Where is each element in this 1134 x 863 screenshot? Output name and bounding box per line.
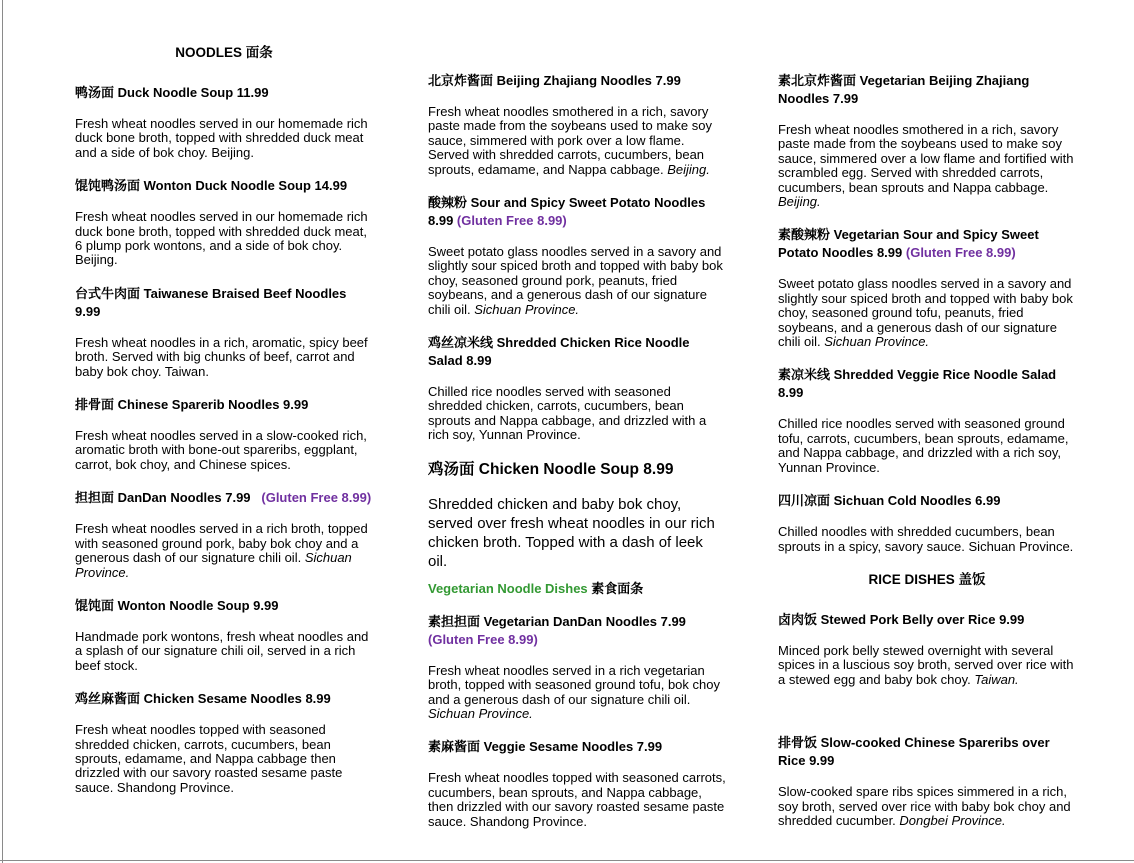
description-text: Fresh wheat noodles served in a rich vegetarian broth, topped with seasoned ground tofu, bok choy and a generous dash of our signature chili oil.: [428, 662, 724, 707]
menu-item-title: 素凉米线 Shredded Veggie Rice Noodle Salad 8.99: [778, 367, 1060, 401]
description-text: Chilled noodles with shredded cucumbers, bean sprouts in a spicy, savory sauce. Sichuan Province.: [778, 524, 1074, 554]
menu-item-title: 素酸辣粉 Vegetarian Sour and Spicy Sweet Potato Noodles 8.99: [778, 227, 1043, 261]
page-edge-bottom: [0, 860, 1134, 861]
subsection-heading: [428, 580, 726, 598]
province-label: Sichuan Province.: [474, 301, 580, 317]
section-heading: RICE DISHES 盖饭: [868, 571, 986, 587]
gluten-free-price-label: (Gluten Free 8.99): [456, 213, 567, 229]
province-label: Sichuan Province.: [824, 334, 930, 350]
menu-item-description: [778, 644, 1076, 687]
menu-item-title: 四川凉面 Sichuan Cold Noodles 6.99: [778, 493, 1001, 509]
menu-item-description: [75, 522, 373, 580]
description-text: Chilled rice noodles served with seasoned ground tofu, carrots, cucumbers, bean sprouts, edamame, and Nappa cabbage, and drizzled with a rich soy, Yunnan Province.: [778, 416, 1073, 475]
description-text: Fresh wheat noodles in a rich, aromatic, spicy beef broth. Served with big chunks of beef, carrot and baby bok choy. Taiwan.: [75, 334, 372, 379]
description-text: Fresh wheat noodles smothered in a rich, savory paste made from the soybeans used to make soy sauce, simmered over a low flame and fortified with scrambled egg. Served with shredded carrots, cucumbers, bean sprouts and Nappa cabbage.: [778, 122, 1078, 195]
description-text: Fresh wheat noodles topped with seasoned carrots, cucumbers, bean sprouts, and Nappa cabbage, then drizzled with our savory roasted sesame paste sauce. Shandong Province.: [428, 770, 730, 829]
menu-item-title: 担担面 DanDan Noodles 7.99: [75, 490, 262, 506]
description-text: Chilled rice noodles served with seasoned shredded chicken, carrots, cucumbers, bean sprouts and Nappa cabbage, and drizzled with a rich soy, Yunnan Province.: [428, 384, 710, 443]
menu-item-description: [428, 245, 726, 317]
menu-item-heading: [75, 396, 373, 414]
menu-item-title: 鸡丝麻酱面 Chicken Sesame Noodles 8.99: [75, 691, 331, 707]
province-label: Taiwan.: [974, 671, 1019, 687]
menu-item-title: 排骨饭 Slow-cooked Chinese Spareribs over Rice 9.99: [778, 735, 1054, 769]
menu-item-heading: [75, 489, 373, 507]
menu-item-title: 卤肉饭 Stewed Pork Belly over Rice 9.99: [778, 611, 1025, 627]
menu-item-title: 台式牛肉面 Taiwanese Braised Beef Noodles 9.99: [75, 285, 351, 319]
description-text: Slow-cooked spare ribs spices simmered in a rich, soy broth, served over rice with baby bok choy and shredded cucumber.: [778, 784, 1075, 828]
description-text: Fresh wheat noodles served in a rich broth, topped with seasoned ground pork, baby bok choy and a generous dash of our signature chili oil.: [75, 521, 372, 566]
menu-item-heading: [428, 613, 726, 649]
menu-item-description: [75, 210, 373, 268]
description-text: Sweet potato glass noodles served in a savory and slightly sour spiced broth and topped with baby bok choy, seasoned ground pork, peanuts, fried soybeans, and a generous dash of our signature chili oil.: [428, 244, 727, 317]
menu-item-description: [428, 664, 726, 722]
menu-item-heading: [428, 194, 726, 230]
menu-item-title: 鸡汤面 Chicken Noodle Soup 8.99: [428, 460, 674, 478]
menu-column-center: [428, 72, 730, 846]
menu-item-description: [778, 785, 1076, 828]
description-text: Fresh wheat noodles smothered in a rich, savory paste made from the soybeans used to make soy sauce, simmered with pork over a low flame. Served with shredded carrots, cucumbers, bean sprouts, edamame, and Nappa cabbage.: [428, 104, 716, 177]
menu-item-title: 素麻酱面 Veggie Sesame Noodles 7.99: [428, 739, 663, 755]
menu-item-heading: [428, 72, 726, 90]
menu-item-title: 素担担面 Vegetarian DanDan Noodles 7.99: [428, 613, 690, 629]
menu-item-heading: [778, 611, 1076, 629]
menu-item-description: [778, 123, 1076, 209]
province-label: Beijing.: [667, 161, 710, 177]
menu-item-title: 馄饨鸭汤面 Wonton Duck Noodle Soup 14.99: [75, 178, 348, 194]
description-text: Sweet potato glass noodles served in a savory and slightly sour spiced broth and topped with baby bok choy, seasoned ground tofu, peanuts, fried soybeans, and a generous dash of our signature chili oil.: [778, 276, 1077, 350]
description-text: Fresh wheat noodles topped with seasoned shredded chicken, carrots, cucumbers, bean sprouts, edamame, and Nappa cabbage then drizzled with our savory roasted sesame paste sauce. Shandong Province.: [75, 722, 346, 795]
menu-item-heading: [778, 734, 1076, 770]
menu-item-description: [778, 417, 1076, 475]
menu-item-heading: [778, 226, 1076, 262]
menu-item-description: [778, 525, 1076, 554]
menu-item-heading: [778, 366, 1076, 402]
subsection-heading-english: Vegetarian Noodle Dishes: [428, 580, 588, 596]
menu-item-heading: [75, 597, 373, 615]
province-label: Sichuan Province.: [428, 705, 533, 721]
section-heading: NOODLES 面条: [175, 45, 273, 60]
menu-item-title: 鸭汤面 Duck Noodle Soup 11.99: [75, 85, 269, 100]
menu-item-description: [75, 336, 373, 379]
gluten-free-price-label: (Gluten Free 8.99): [905, 245, 1016, 261]
menu-item-title: 排骨面 Chinese Sparerib Noodles 9.99: [75, 397, 309, 413]
menu-column-noodles: [75, 44, 373, 812]
description-text: Minced pork belly stewed overnight with several spices in a luscious soy broth, served over rice with a stewed egg and baby bok choy.: [778, 642, 1078, 687]
menu-item-description: [75, 117, 373, 160]
menu-item-description: [75, 630, 373, 673]
province-label: Dongbei Province.: [899, 812, 1006, 828]
menu-item-heading: [75, 84, 373, 102]
subsection-heading-chinese: 素食面条: [587, 580, 644, 596]
menu-item-description: [428, 385, 726, 443]
description-text: Handmade pork wontons, fresh wheat noodles and a splash of our signature chili oil, served in a rich beef stock.: [75, 628, 373, 673]
gluten-free-price-label: (Gluten Free 8.99): [428, 631, 538, 647]
menu-item-heading: [75, 285, 373, 321]
menu-item-heading: [428, 460, 726, 480]
menu-item-description: [428, 105, 726, 177]
menu-item-description: [75, 429, 373, 472]
menu-item-title: 鸡丝凉米线 Shredded Chicken Rice Noodle Salad 8.99: [428, 335, 694, 369]
menu-item-heading: [75, 690, 373, 708]
menu-item-heading: [778, 72, 1076, 108]
gluten-free-price-label: (Gluten Free 8.99): [261, 490, 372, 506]
menu-item-description: [778, 277, 1076, 349]
menu-item-description: [428, 770, 730, 829]
description-text: Fresh wheat noodles served in our homemade rich duck bone broth, topped with shredded duck meat, 6 plump pork wontons, and a side of bok choy. Beijing.: [75, 209, 372, 268]
menu-item-title: 北京炸酱面 Beijing Zhajiang Noodles 7.99: [428, 73, 681, 88]
menu-item-heading: [428, 738, 726, 756]
province-label: Beijing.: [778, 194, 821, 210]
province-label: Sichuan Province.: [75, 550, 356, 580]
description-text: Fresh wheat noodles served in a slow-cooked rich, aromatic broth with bone-out spareribs, eggplant, carrot, bok choy, and Chinese spices.: [75, 428, 371, 472]
menu-item-heading: [75, 177, 373, 195]
menu-item-title: 酸辣粉 Sour and Spicy Sweet Potato Noodles 8.99: [428, 195, 709, 229]
menu-item-description: [428, 495, 726, 571]
menu-item-heading: [428, 334, 726, 370]
description-text: Fresh wheat noodles served in our homemade rich duck bone broth, topped with shredded duck meat and a side of bok choy. Beijing.: [75, 116, 372, 160]
menu-item-title: 素北京炸酱面 Vegetarian Beijing Zhajiang Noodles 7.99: [778, 73, 1033, 106]
menu-item-title: 馄饨面 Wonton Noodle Soup 9.99: [75, 597, 279, 613]
description-text: Shredded chicken and baby bok choy, served over fresh wheat noodles in our rich chicken broth. Topped with a dash of leek oil.: [428, 495, 719, 570]
menu-column-right-rice-dishes: [778, 72, 1076, 845]
menu-item-heading: [778, 492, 1076, 510]
menu-item-description: [75, 723, 373, 795]
page-edge-left: [2, 0, 3, 863]
spacer: [778, 704, 1076, 734]
